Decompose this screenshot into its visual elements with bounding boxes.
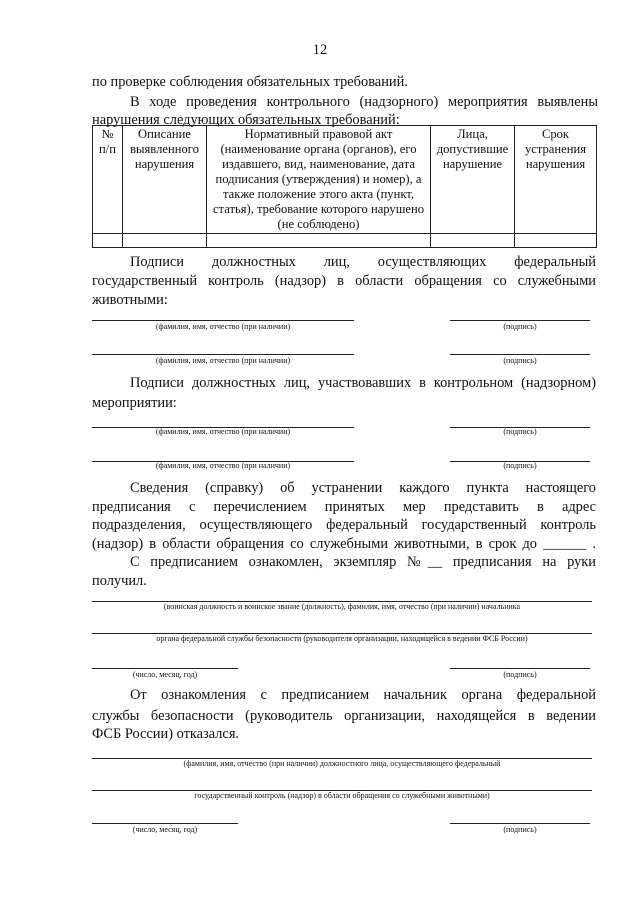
page-number: 12	[312, 42, 328, 58]
table-cell	[207, 234, 431, 248]
header-number: № п/п	[93, 126, 123, 234]
officials-line-3: животными:	[92, 292, 168, 308]
date-caption: (число, месяц, год)	[132, 825, 198, 834]
signature-line[interactable]	[450, 320, 590, 321]
table-cell	[123, 234, 207, 248]
intro-line-3: нарушения следующих обязательных требований:	[92, 112, 400, 128]
name-caption: (фамилия, имя, отчество (при наличии)	[155, 322, 291, 331]
table-cell	[515, 234, 597, 248]
report-line-3: подразделения, осуществляющего федеральный государственный контроль	[92, 517, 596, 533]
name-caption: (фамилия, имя, отчество (при наличии)	[155, 427, 291, 436]
refusal-line-2: службы безопасности (руководитель организации, находящейся в ведении	[92, 708, 596, 724]
signature-caption: (подпись)	[503, 825, 537, 834]
official-control-caption: государственный контроль (надзор) в области обращения со служебными животными)	[194, 791, 490, 800]
date-line[interactable]	[92, 823, 238, 824]
position-name-caption: (воинская должность и воинское звание (должность), фамилия, имя, отчество (при наличии) начальника	[163, 602, 521, 611]
date-caption: (число, месяц, год)	[132, 670, 198, 679]
intro-line-1: по проверке соблюдения обязательных требований.	[92, 74, 408, 90]
signature-line[interactable]	[450, 668, 590, 669]
report-line-4: (надзор) в области обращения со служебными животными, в срок до ______ .	[92, 536, 596, 552]
header-legal-act: Нормативный правовой акт (наименование органа (органов), его издавшего, вид, наименование, дата подписания (утверждения) и номер), а также положение этого акта (пункт, статья), требование которого нарушено (не соблюдено)	[207, 126, 431, 234]
name-caption: (фамилия, имя, отчество (при наличии)	[155, 356, 291, 365]
acquainted-line-1: С предписанием ознакомлен, экземпляр №__ предписания на руки	[130, 554, 596, 570]
date-line[interactable]	[92, 668, 238, 669]
officials-line-1: Подписи должностных лиц, осуществляющих федеральный	[130, 254, 596, 270]
signature-caption: (подпись)	[503, 670, 537, 679]
intro-line-2: В ходе проведения контрольного (надзорного) мероприятия выявлены	[130, 94, 598, 110]
header-description: Описание выявленного нарушения	[123, 126, 207, 234]
signature-caption: (подпись)	[503, 427, 537, 436]
report-line-1: Сведения (справку) об устранении каждого пункта настоящего	[130, 480, 596, 496]
header-persons: Лица, допустившие нарушение	[431, 126, 515, 234]
table-header-row	[93, 126, 597, 234]
report-line-2: предписания с перечислением принятых мер представить в адрес	[92, 499, 596, 515]
table-cell	[93, 234, 123, 248]
official-name-caption: (фамилия, имя, отчество (при наличии) должностного лица, осуществляющего федеральный	[183, 759, 501, 768]
signature-caption: (подпись)	[503, 322, 537, 331]
refusal-line-3: ФСБ России) отказался.	[92, 726, 240, 742]
name-line[interactable]	[92, 320, 354, 321]
participants-line-2: мероприятии:	[92, 395, 177, 411]
name-line[interactable]	[92, 354, 354, 355]
signature-line[interactable]	[450, 354, 590, 355]
participants-line-1: Подписи должностных лиц, участвовавших в контрольном (надзорном)	[130, 375, 596, 391]
violations-table	[92, 125, 597, 248]
officials-line-2: государственный контроль (надзор) в области обращения со служебными	[92, 273, 596, 289]
table-cell	[431, 234, 515, 248]
acquainted-line-2: получил.	[92, 573, 147, 589]
header-deadline: Срок устранения нарушения	[515, 126, 597, 234]
signature-caption: (подпись)	[503, 461, 537, 470]
name-caption: (фамилия, имя, отчество (при наличии)	[155, 461, 291, 470]
signature-caption: (подпись)	[503, 356, 537, 365]
organization-caption: органа федеральной службы безопасности (руководителя организации, находящейся в ведении ФСБ России)	[156, 634, 528, 643]
signature-line[interactable]	[450, 823, 590, 824]
refusal-line-1: От ознакомления с предписанием начальник органа федеральной	[130, 687, 596, 703]
table-row	[93, 234, 597, 248]
